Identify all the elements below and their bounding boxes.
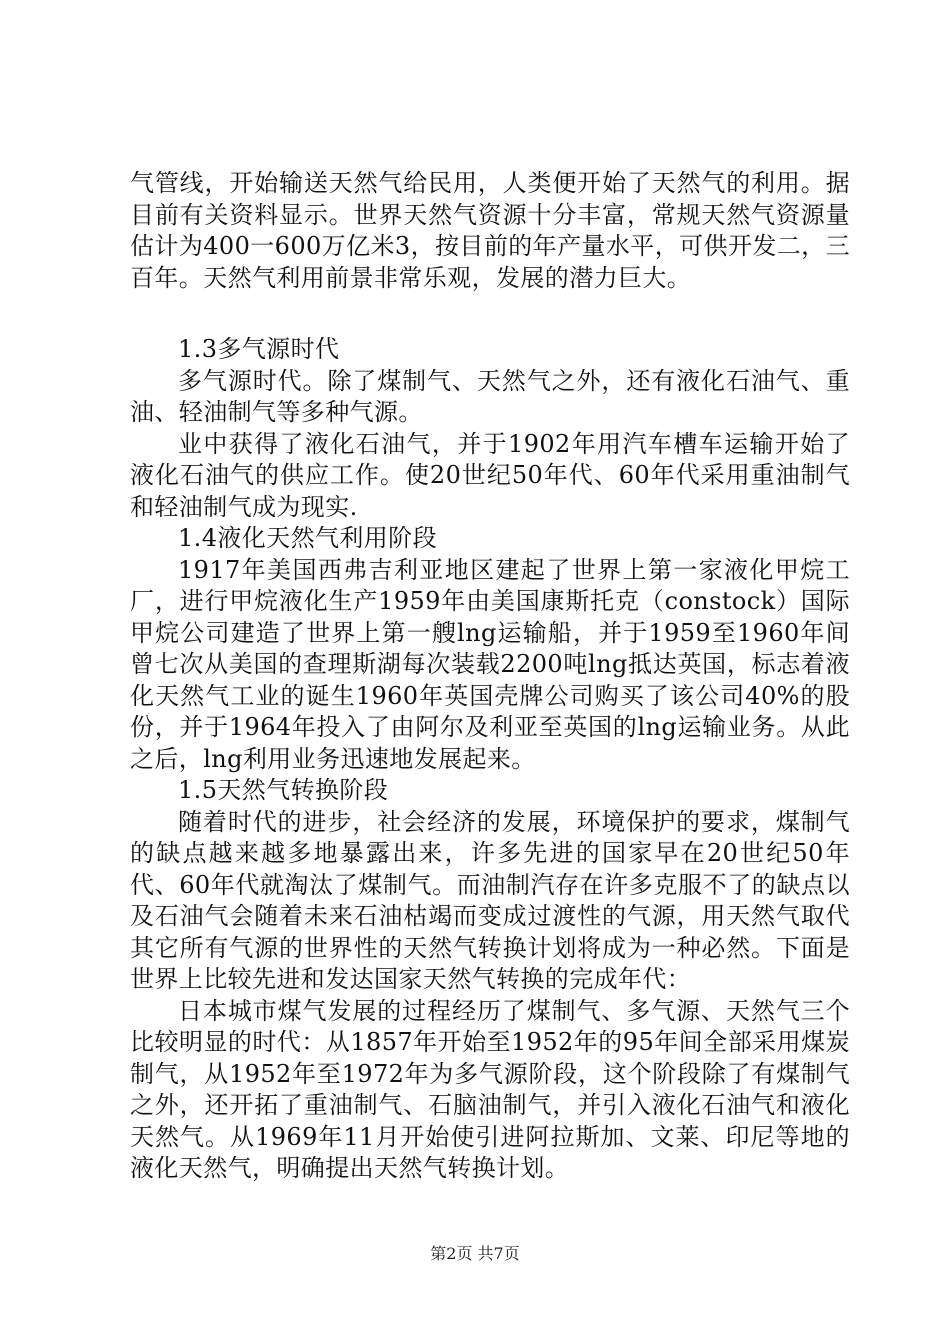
paragraph-lpg: 业中获得了液化石油气，并于1902年用汽车槽车运输开始了液化石油气的供应工作。使20世纪50年代、60年代采用重油制气和轻油制气成为现实. (130, 429, 850, 521)
paragraph-multi-source: 多气源时代。除了煤制气、天然气之外，还有液化石油气、重油、轻油制气等多种气源。 (130, 366, 850, 426)
section-heading-1-5: 1.5天然气转换阶段 (178, 776, 389, 804)
paragraph-lng: 1917年美国西弗吉利亚地区建起了世界上第一家液化甲烷工厂，进行甲烷液化生产1959年由美国康斯托克（constock）国际甲烷公司建造了世界上第一艘lng运输船，并于1959至1960年间曾七次从美国的查理斯湖每次装载2200吨lng抵达英国，标志着液化天然气工业的诞生1960年英国壳牌公司购买了该公司40%的股份，并于1964年投入了由阿尔及利亚至英国的lng运输业务。从此之后，lng利用业务迅速地发展起来。 (130, 555, 850, 773)
page-footer: 第2页 共7页 (430, 1244, 520, 1263)
paragraph-gap (130, 294, 850, 334)
paragraph-conversion: 随着时代的进步，社会经济的发展，环境保护的要求，煤制气的缺点越来越多地暴露出来，许多先进的国家早在20世纪50年代、60年代就淘汰了煤制气。而油制汽存在许多克服不了的缺点以及石油气会随着未来石油枯竭而变成过渡性的气源，用天然气取代其它所有气源的世界性的天然气转换计划将成为一种必然。下面是世界上比较先进和发达国家天然气转换的完成年代： (130, 807, 850, 993)
document-body (130, 168, 850, 1185)
paragraph-japan: 日本城市煤气发展的过程经历了煤制气、多气源、天然气三个比较明显的时代：从1857年开始至1952年的95年间全部采用煤炭制气，从1952年至1972年为多气源阶段，这个阶段除了有煤制气之外，还开拓了重油制气、石脑油制气，并引入液化石油气和液化天然气。从1969年11月开始使引进阿拉斯加、文莱、印尼等地的液化天然气，明确提出天然气转换计划。 (130, 996, 850, 1182)
section-heading-1-3: 1.3多气源时代 (178, 335, 340, 363)
section-heading-1-4: 1.4液化天然气利用阶段 (178, 524, 437, 552)
paragraph-continuation: 气管线，开始输送天然气给民用，人类便开始了天然气的利用。据目前有关资料显示。世界天然气资源十分丰富，常规天然气资源量估计为400一600万亿米3，按目前的年产量水平，可供开发二，三百年。天然气利用前景非常乐观，发展的潜力巨大。 (130, 169, 850, 292)
